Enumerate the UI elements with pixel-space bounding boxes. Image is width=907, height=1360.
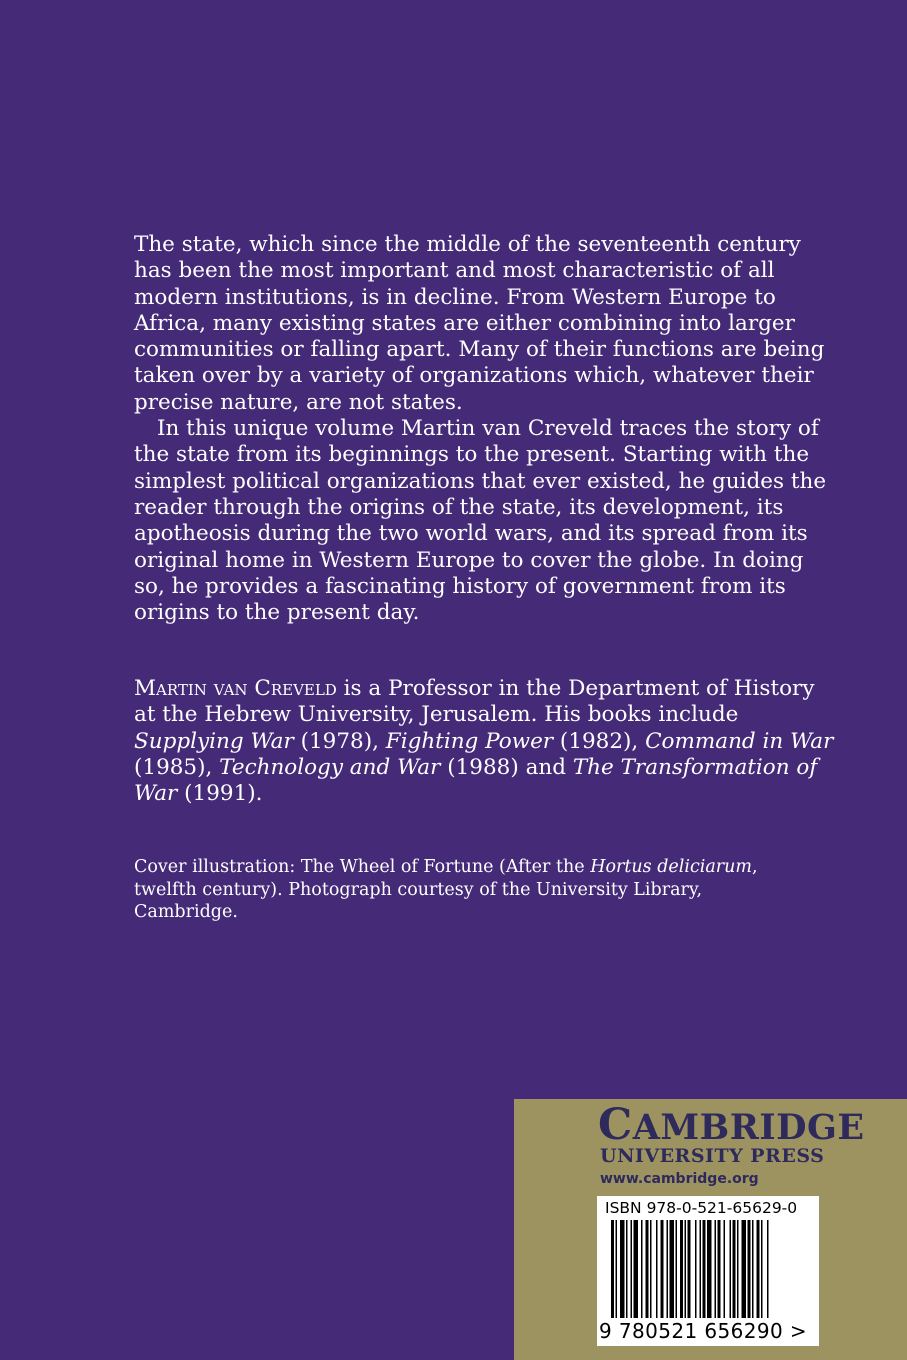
credit-text: Cover illustration: The Wheel of Fortune (After the: [134, 857, 591, 877]
publisher-subtitle: UNIVERSITY PRESS: [600, 1145, 825, 1167]
barcode-bars: [611, 1220, 807, 1318]
publisher-name: [598, 1100, 865, 1150]
book-year: (1985),: [134, 754, 220, 780]
author-bio: [134, 676, 834, 807]
book-title: Technology and War: [219, 754, 441, 780]
book-year: (1982),: [553, 728, 646, 754]
publisher-name-rest: AMBRIDGE: [632, 1107, 865, 1148]
publisher-url: www.cambridge.org: [600, 1171, 759, 1187]
isbn-label: ISBN 978-0-521-65629-0: [605, 1199, 798, 1217]
back-cover-blurb: [134, 232, 834, 626]
blurb-paragraph-2: In this unique volume Martin van Creveld traces the story of the state from its beginnings to the present. Starting with the simplest political organizations that ever existed, he guides the reader through the origins of the state, its development, its apotheosis during the two world wars, and its spread from its original home in Western Europe to cover the globe. In doing so, he provides a fascinating history of government from its origins to the present day.: [134, 416, 827, 626]
credit-text: , twelfth century). Photograph courtesy of the University Library, Cambridge.: [134, 857, 758, 922]
author-name: Martin van Creveld: [134, 676, 337, 701]
publisher-name-initial: C: [598, 1100, 633, 1150]
book-year: (1978),: [293, 728, 386, 754]
cover-illustration-credit: [134, 856, 774, 924]
book-year: (1991).: [177, 781, 263, 807]
book-title: Command in War: [645, 728, 834, 754]
publisher-panel: [514, 1099, 907, 1360]
isbn-barcode: [597, 1196, 819, 1346]
author-bio-text: is a Professor in the Department of History at the Hebrew University, Jerusalem. His books include: [134, 676, 815, 728]
barcode-digits: 9 780521 656290 >: [599, 1319, 808, 1343]
blurb-paragraph-1: The state, which since the middle of the seventeenth century has been the most important and most characteristic of all modern institutions, is in decline. From Western Europe to Africa, many existing states are either combining into larger communities or falling apart. Many of their functions are being taken over by a variety of organizations which, whatever their precise nature, are not states.: [134, 232, 825, 415]
book-title: The Transformation of War: [134, 754, 818, 807]
credit-title: Hortus deliciarum: [590, 857, 753, 877]
book-title: Supplying War: [134, 728, 294, 754]
book-title: Fighting Power: [385, 728, 554, 754]
book-year: (1988) and: [440, 754, 573, 780]
